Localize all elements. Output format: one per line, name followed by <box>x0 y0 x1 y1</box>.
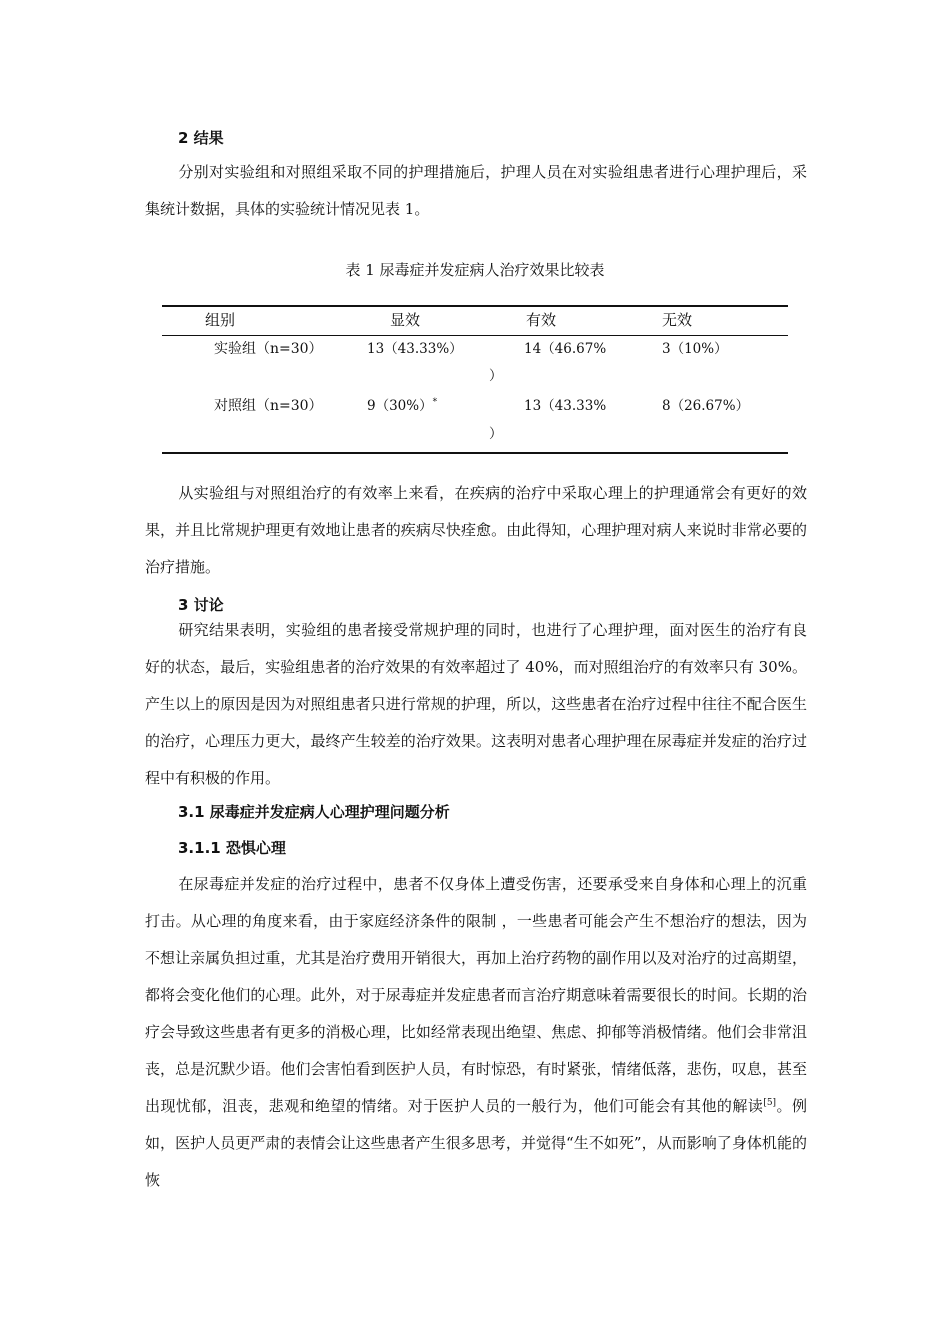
row-effective-cont: ） <box>489 426 503 442</box>
results-heading: 2 结果 <box>178 129 224 147</box>
row-group-cell: 实验组（n=30） <box>214 341 323 357</box>
header-effective: 有效 <box>526 311 557 329</box>
analysis-heading: 3.1 尿毒症并发症病人心理护理问题分析 <box>178 803 450 821</box>
table-caption: 表 1 尿毒症并发症病人治疗效果比较表 <box>345 261 605 279</box>
row-marked-cell: 13（43.33%） <box>367 341 463 357</box>
discussion-heading: 3 讨论 <box>178 596 224 614</box>
table-bottom-rule <box>162 452 788 454</box>
significance-mark: * <box>432 397 438 408</box>
fear-paragraph: 在尿毒症并发症的治疗过程中，患者不仅身体上遭受伤害，还要承受来自身体和心理上的沉重打击。从心理的角度来看，由于家庭经济条件的限制 ，一些患者可能会产生不想治疗的想法，因为不想让亲属负担过重，尤其是治疗费用开销很大，再加上治疗药物的副作用以及对治疗的过高期望，都将会变化他们的心理。此外，对于尿毒症并发症患者而言治疗期意味着需要很长的时间。长期的治疗会导致这些患者有更多的消极心理，比如经常表现出绝望、焦虑、抑郁等消极情绪。他们会非常沮丧，总是沉默少语。他们会害怕看到医护人员，有时惊恐，有时紧张，情绪低落，悲伤，叹息，甚至出现忧郁，沮丧，悲观和绝望的情绪。对于医护人员的一般行为，他们可能会有其他的解读[5]。例如，医护人员更严肃的表情会让这些患者产生很多思考，并觉得“生不如死”，从而影响了身体机能的恢 <box>145 875 807 1189</box>
table-top-rule <box>162 305 788 307</box>
row-invalid-cell: 3（10%） <box>662 341 728 357</box>
row-marked-cell: 9（30%）* <box>367 397 438 414</box>
row-group-cell: 对照组（n=30） <box>214 398 323 414</box>
results-paragraph: 分别对实验组和对照组采取不同的护理措施后，护理人员在对实验组患者进行心理护理后，采集统计数据，具体的实验统计情况见表 1。 <box>145 163 807 218</box>
header-invalid: 无效 <box>662 311 693 329</box>
row-effective-cell: 14（46.67% <box>524 341 607 357</box>
row-invalid-cell: 8（26.67%） <box>662 398 750 414</box>
row-effective-cell: 13（43.33% <box>524 398 607 414</box>
discussion-paragraph: 研究结果表明，实验组的患者接受常规护理的同时，也进行了心理护理，面对医生的治疗有良好的状态，最后，实验组患者的治疗效果的有效率超过了 40%，而对照组治疗的有效率只有 30%。产生以上的原因是因为对照组患者只进行常规的护理，所以，这些患者在治疗过程中往往不配合医生的治疗，心理压力更大，最终产生较差的治疗效果。这表明对患者心理护理在尿毒症并发症的治疗过程中有积极的作用。 <box>145 621 807 787</box>
fear-heading: 3.1.1 恐惧心理 <box>178 839 286 857</box>
header-marked: 显效 <box>390 311 421 329</box>
citation-mark: [5] <box>763 1098 777 1108</box>
results-after-paragraph: 从实验组与对照组治疗的有效率上来看，在疾病的治疗中采取心理上的护理通常会有更好的效果，并且比常规护理更有效地让患者的疾病尽快痊愈。由此得知，心理护理对病人来说时非常必要的治疗措施。 <box>145 484 807 576</box>
table-header-rule <box>162 335 788 336</box>
header-group: 组别 <box>205 311 236 329</box>
row-effective-cont: ） <box>489 368 503 384</box>
